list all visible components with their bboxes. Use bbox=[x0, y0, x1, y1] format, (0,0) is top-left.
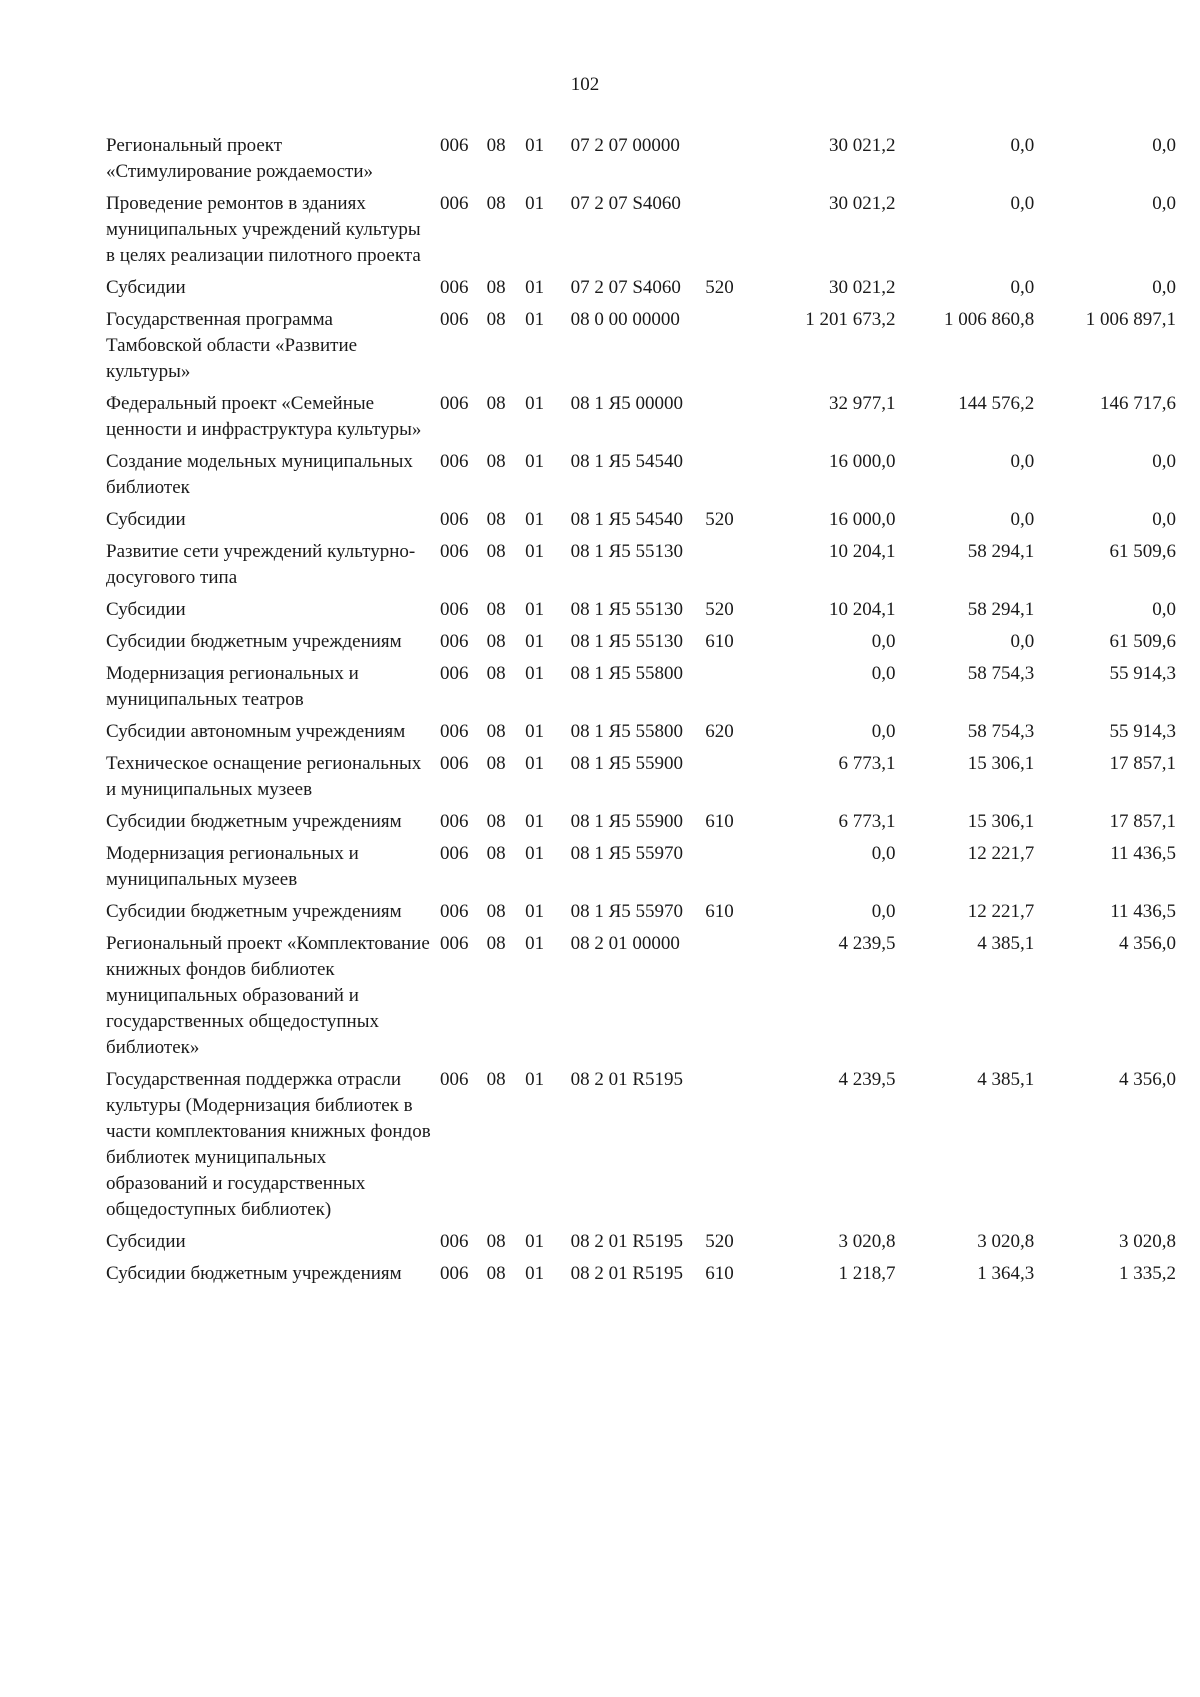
target-article-cell: 08 0 00 00000 bbox=[570, 309, 680, 330]
expense-type-cell: 610 bbox=[705, 1263, 734, 1284]
target-article-cell: 08 1 Я5 55130 bbox=[570, 541, 684, 562]
amount-year3-cell: 3 020,8 bbox=[1119, 1231, 1176, 1252]
amount-year3-cell: 4 356,0 bbox=[1119, 933, 1176, 954]
amount-year3-cell: 0,0 bbox=[1152, 193, 1176, 214]
row-name-cell: Субсидии bbox=[106, 277, 186, 298]
amount-year1-cell: 1 201 673,2 bbox=[805, 309, 896, 330]
expense-type-cell bbox=[705, 391, 756, 449]
subsection-code-cell: 01 bbox=[525, 509, 545, 530]
amount-year3-cell: 0,0 bbox=[1152, 277, 1176, 298]
target-article-cell: 08 1 Я5 55800 bbox=[570, 663, 684, 684]
amount-year3-cell: 11 436,5 bbox=[1110, 843, 1176, 864]
table-row bbox=[106, 899, 1176, 931]
row-name-cell: Субсидии бюджетным учреждениям bbox=[106, 901, 402, 922]
section-code-cell: 08 bbox=[486, 1069, 506, 1090]
target-article-cell: 08 1 Я5 54540 bbox=[570, 451, 684, 472]
expense-type-cell bbox=[705, 931, 756, 1067]
amount-year2-cell: 4 385,1 bbox=[977, 933, 1035, 954]
subsection-code-cell: 01 bbox=[525, 393, 545, 414]
table-row bbox=[106, 275, 1176, 307]
amount-year2-cell: 58 754,3 bbox=[967, 721, 1035, 742]
target-article-cell: 08 1 Я5 55130 bbox=[570, 599, 684, 620]
amount-year1-cell: 16 000,0 bbox=[829, 451, 896, 472]
row-name-cell: Региональный проект «Комплектование книжных фондов библиотек муниципальных образований и государственных общедоступных библиотек» bbox=[106, 933, 430, 1058]
amount-year2-cell: 12 221,7 bbox=[967, 901, 1035, 922]
table-row bbox=[106, 191, 1176, 275]
table-row bbox=[106, 449, 1176, 507]
table-row bbox=[106, 661, 1176, 719]
amount-year1-cell: 30 021,2 bbox=[829, 135, 896, 156]
subsection-code-cell: 01 bbox=[525, 811, 545, 832]
amount-year2-cell: 1 364,3 bbox=[977, 1263, 1035, 1284]
subsection-code-cell: 01 bbox=[525, 277, 545, 298]
target-article-cell: 08 1 Я5 55970 bbox=[570, 901, 684, 922]
section-code-cell: 08 bbox=[486, 277, 506, 298]
row-name-cell: Субсидии bbox=[106, 1231, 186, 1252]
expense-type-cell: 610 bbox=[705, 811, 734, 832]
amount-year1-cell: 4 239,5 bbox=[838, 1069, 896, 1090]
target-article-cell: 08 2 01 R5195 bbox=[570, 1263, 684, 1284]
section-code-cell: 08 bbox=[486, 393, 506, 414]
amount-year1-cell: 3 020,8 bbox=[838, 1231, 896, 1252]
admin-code-cell: 006 bbox=[440, 451, 469, 472]
page-number: 102 bbox=[570, 74, 600, 95]
amount-year3-cell: 4 356,0 bbox=[1119, 1069, 1176, 1090]
table-body bbox=[106, 133, 1176, 1293]
target-article-cell: 08 1 Я5 55900 bbox=[570, 753, 684, 774]
admin-code-cell: 006 bbox=[440, 277, 469, 298]
target-article-cell: 08 1 Я5 55800 bbox=[570, 721, 684, 742]
amount-year2-cell: 58 754,3 bbox=[967, 663, 1035, 684]
section-code-cell: 08 bbox=[486, 753, 506, 774]
amount-year2-cell: 144 576,2 bbox=[958, 393, 1035, 414]
table-row bbox=[106, 597, 1176, 629]
subsection-code-cell: 01 bbox=[525, 599, 545, 620]
admin-code-cell: 006 bbox=[440, 753, 469, 774]
amount-year1-cell: 10 204,1 bbox=[829, 599, 896, 620]
row-name-cell: Региональный проект «Стимулирование рождаемости» bbox=[106, 135, 373, 182]
amount-year1-cell: 6 773,1 bbox=[838, 753, 896, 774]
admin-code-cell: 006 bbox=[440, 599, 469, 620]
admin-code-cell: 006 bbox=[440, 663, 469, 684]
amount-year1-cell: 32 977,1 bbox=[829, 393, 896, 414]
section-code-cell: 08 bbox=[486, 933, 506, 954]
admin-code-cell: 006 bbox=[440, 393, 469, 414]
row-name-cell: Техническое оснащение региональных и муниципальных музеев bbox=[106, 753, 422, 800]
subsection-code-cell: 01 bbox=[525, 1069, 545, 1090]
subsection-code-cell: 01 bbox=[525, 753, 545, 774]
subsection-code-cell: 01 bbox=[525, 843, 545, 864]
expense-type-cell: 620 bbox=[705, 721, 734, 742]
table-row bbox=[106, 539, 1176, 597]
expense-type-cell: 520 bbox=[705, 277, 734, 298]
row-name-cell: Развитие сети учреждений культурно-досугового типа bbox=[106, 541, 416, 588]
admin-code-cell: 006 bbox=[440, 843, 469, 864]
table-row bbox=[106, 1229, 1176, 1261]
amount-year1-cell: 30 021,2 bbox=[829, 193, 896, 214]
amount-year1-cell: 0,0 bbox=[871, 901, 896, 922]
amount-year2-cell: 1 006 860,8 bbox=[943, 309, 1035, 330]
amount-year1-cell: 0,0 bbox=[871, 843, 896, 864]
amount-year1-cell: 10 204,1 bbox=[829, 541, 896, 562]
target-article-cell: 08 1 Я5 55900 bbox=[570, 811, 684, 832]
row-name-cell: Субсидии bbox=[106, 509, 186, 530]
admin-code-cell: 006 bbox=[440, 721, 469, 742]
subsection-code-cell: 01 bbox=[525, 541, 545, 562]
subsection-code-cell: 01 bbox=[525, 933, 545, 954]
amount-year1-cell: 1 218,7 bbox=[838, 1263, 896, 1284]
amount-year3-cell: 17 857,1 bbox=[1109, 811, 1176, 832]
amount-year3-cell: 0,0 bbox=[1152, 135, 1176, 156]
budget-table bbox=[106, 133, 1176, 1293]
subsection-code-cell: 01 bbox=[525, 1231, 545, 1252]
section-code-cell: 08 bbox=[486, 663, 506, 684]
table-row bbox=[106, 507, 1176, 539]
expense-type-cell: 610 bbox=[705, 901, 734, 922]
row-name-cell: Субсидии бюджетным учреждениям bbox=[106, 811, 402, 832]
amount-year2-cell: 15 306,1 bbox=[967, 811, 1035, 832]
target-article-cell: 07 2 07 00000 bbox=[570, 135, 680, 156]
subsection-code-cell: 01 bbox=[525, 901, 545, 922]
amount-year3-cell: 61 509,6 bbox=[1109, 631, 1176, 652]
table-row bbox=[106, 719, 1176, 751]
target-article-cell: 08 1 Я5 00000 bbox=[570, 393, 684, 414]
subsection-code-cell: 01 bbox=[525, 663, 545, 684]
row-name-cell: Федеральный проект «Семейные ценности и инфраструктура культуры» bbox=[106, 393, 422, 440]
amount-year1-cell: 0,0 bbox=[871, 631, 896, 652]
expense-type-cell bbox=[705, 449, 756, 507]
table-row bbox=[106, 629, 1176, 661]
amount-year3-cell: 11 436,5 bbox=[1110, 901, 1176, 922]
admin-code-cell: 006 bbox=[440, 811, 469, 832]
table-row bbox=[106, 931, 1176, 1067]
amount-year3-cell: 0,0 bbox=[1152, 451, 1176, 472]
admin-code-cell: 006 bbox=[440, 901, 469, 922]
target-article-cell: 08 2 01 R5195 bbox=[570, 1231, 684, 1252]
target-article-cell: 07 2 07 S4060 bbox=[570, 193, 681, 214]
section-code-cell: 08 bbox=[486, 1263, 506, 1284]
section-code-cell: 08 bbox=[486, 599, 506, 620]
section-code-cell: 08 bbox=[486, 309, 506, 330]
admin-code-cell: 006 bbox=[440, 631, 469, 652]
subsection-code-cell: 01 bbox=[525, 721, 545, 742]
table-row bbox=[106, 841, 1176, 899]
amount-year2-cell: 0,0 bbox=[1010, 277, 1035, 298]
subsection-code-cell: 01 bbox=[525, 135, 545, 156]
table-row bbox=[106, 809, 1176, 841]
amount-year2-cell: 0,0 bbox=[1010, 631, 1035, 652]
table-row bbox=[106, 751, 1176, 809]
subsection-code-cell: 01 bbox=[525, 309, 545, 330]
section-code-cell: 08 bbox=[486, 541, 506, 562]
amount-year3-cell: 1 335,2 bbox=[1119, 1263, 1176, 1284]
row-name-cell: Субсидии бюджетным учреждениям bbox=[106, 631, 402, 652]
expense-type-cell bbox=[705, 539, 756, 597]
expense-type-cell bbox=[705, 661, 756, 719]
table-row bbox=[106, 1261, 1176, 1293]
admin-code-cell: 006 bbox=[440, 1069, 469, 1090]
amount-year3-cell: 1 006 897,1 bbox=[1085, 309, 1176, 330]
expense-type-cell bbox=[705, 751, 756, 809]
admin-code-cell: 006 bbox=[440, 541, 469, 562]
expense-type-cell bbox=[705, 1067, 756, 1229]
admin-code-cell: 006 bbox=[440, 193, 469, 214]
expense-type-cell bbox=[705, 307, 756, 391]
row-name-cell: Субсидии бюджетным учреждениям bbox=[106, 1263, 402, 1284]
expense-type-cell bbox=[705, 191, 756, 275]
target-article-cell: 08 2 01 00000 bbox=[570, 933, 680, 954]
row-name-cell: Субсидии автономным учреждениям bbox=[106, 721, 406, 742]
subsection-code-cell: 01 bbox=[525, 1263, 545, 1284]
section-code-cell: 08 bbox=[486, 721, 506, 742]
row-name-cell: Модернизация региональных и муниципальных театров bbox=[106, 663, 359, 710]
section-code-cell: 08 bbox=[486, 811, 506, 832]
amount-year2-cell: 15 306,1 bbox=[967, 753, 1035, 774]
amount-year2-cell: 12 221,7 bbox=[967, 843, 1035, 864]
row-name-cell: Проведение ремонтов в зданиях муниципальных учреждений культуры в целях реализации пилотного проекта bbox=[106, 193, 421, 266]
amount-year3-cell: 0,0 bbox=[1152, 509, 1176, 530]
expense-type-cell bbox=[705, 841, 756, 899]
admin-code-cell: 006 bbox=[440, 509, 469, 530]
admin-code-cell: 006 bbox=[440, 1231, 469, 1252]
admin-code-cell: 006 bbox=[440, 1263, 469, 1284]
amount-year2-cell: 58 294,1 bbox=[967, 541, 1035, 562]
expense-type-cell: 520 bbox=[705, 1231, 734, 1252]
amount-year2-cell: 0,0 bbox=[1010, 135, 1035, 156]
section-code-cell: 08 bbox=[486, 843, 506, 864]
target-article-cell: 08 1 Я5 55130 bbox=[570, 631, 684, 652]
admin-code-cell: 006 bbox=[440, 933, 469, 954]
amount-year2-cell: 4 385,1 bbox=[977, 1069, 1035, 1090]
table-row bbox=[106, 133, 1176, 191]
amount-year2-cell: 58 294,1 bbox=[967, 599, 1035, 620]
amount-year3-cell: 17 857,1 bbox=[1109, 753, 1176, 774]
section-code-cell: 08 bbox=[486, 1231, 506, 1252]
table-row bbox=[106, 307, 1176, 391]
amount-year3-cell: 55 914,3 bbox=[1109, 663, 1176, 684]
amount-year1-cell: 0,0 bbox=[871, 721, 896, 742]
section-code-cell: 08 bbox=[486, 135, 506, 156]
amount-year1-cell: 6 773,1 bbox=[838, 811, 896, 832]
amount-year1-cell: 4 239,5 bbox=[838, 933, 896, 954]
expense-type-cell: 520 bbox=[705, 599, 734, 620]
row-name-cell: Создание модельных муниципальных библиотек bbox=[106, 451, 413, 498]
subsection-code-cell: 01 bbox=[525, 451, 545, 472]
table-row bbox=[106, 391, 1176, 449]
expense-type-cell: 610 bbox=[705, 631, 734, 652]
row-name-cell: Государственная поддержка отрасли культуры (Модернизация библиотек в части комплектования книжных фондов библиотек муниципальных образований и государственных общедоступных библиотек) bbox=[106, 1069, 431, 1220]
row-name-cell: Государственная программа Тамбовской области «Развитие культуры» bbox=[106, 309, 358, 382]
amount-year3-cell: 61 509,6 bbox=[1109, 541, 1176, 562]
section-code-cell: 08 bbox=[486, 901, 506, 922]
section-code-cell: 08 bbox=[486, 451, 506, 472]
subsection-code-cell: 01 bbox=[525, 193, 545, 214]
amount-year3-cell: 55 914,3 bbox=[1109, 721, 1176, 742]
expense-type-cell bbox=[705, 133, 756, 191]
subsection-code-cell: 01 bbox=[525, 631, 545, 652]
expense-type-cell: 520 bbox=[705, 509, 734, 530]
amount-year2-cell: 0,0 bbox=[1010, 193, 1035, 214]
amount-year1-cell: 16 000,0 bbox=[829, 509, 896, 530]
section-code-cell: 08 bbox=[486, 193, 506, 214]
row-name-cell: Субсидии bbox=[106, 599, 186, 620]
amount-year1-cell: 30 021,2 bbox=[829, 277, 896, 298]
section-code-cell: 08 bbox=[486, 509, 506, 530]
admin-code-cell: 006 bbox=[440, 135, 469, 156]
table-row bbox=[106, 1067, 1176, 1229]
admin-code-cell: 006 bbox=[440, 309, 469, 330]
target-article-cell: 08 1 Я5 54540 bbox=[570, 509, 684, 530]
row-name-cell: Модернизация региональных и муниципальных музеев bbox=[106, 843, 359, 890]
amount-year3-cell: 146 717,6 bbox=[1100, 393, 1176, 414]
section-code-cell: 08 bbox=[486, 631, 506, 652]
amount-year2-cell: 0,0 bbox=[1010, 509, 1035, 530]
amount-year2-cell: 3 020,8 bbox=[977, 1231, 1035, 1252]
amount-year3-cell: 0,0 bbox=[1152, 599, 1176, 620]
target-article-cell: 08 2 01 R5195 bbox=[570, 1069, 684, 1090]
target-article-cell: 07 2 07 S4060 bbox=[570, 277, 681, 298]
target-article-cell: 08 1 Я5 55970 bbox=[570, 843, 684, 864]
amount-year2-cell: 0,0 bbox=[1010, 451, 1035, 472]
amount-year1-cell: 0,0 bbox=[871, 663, 896, 684]
